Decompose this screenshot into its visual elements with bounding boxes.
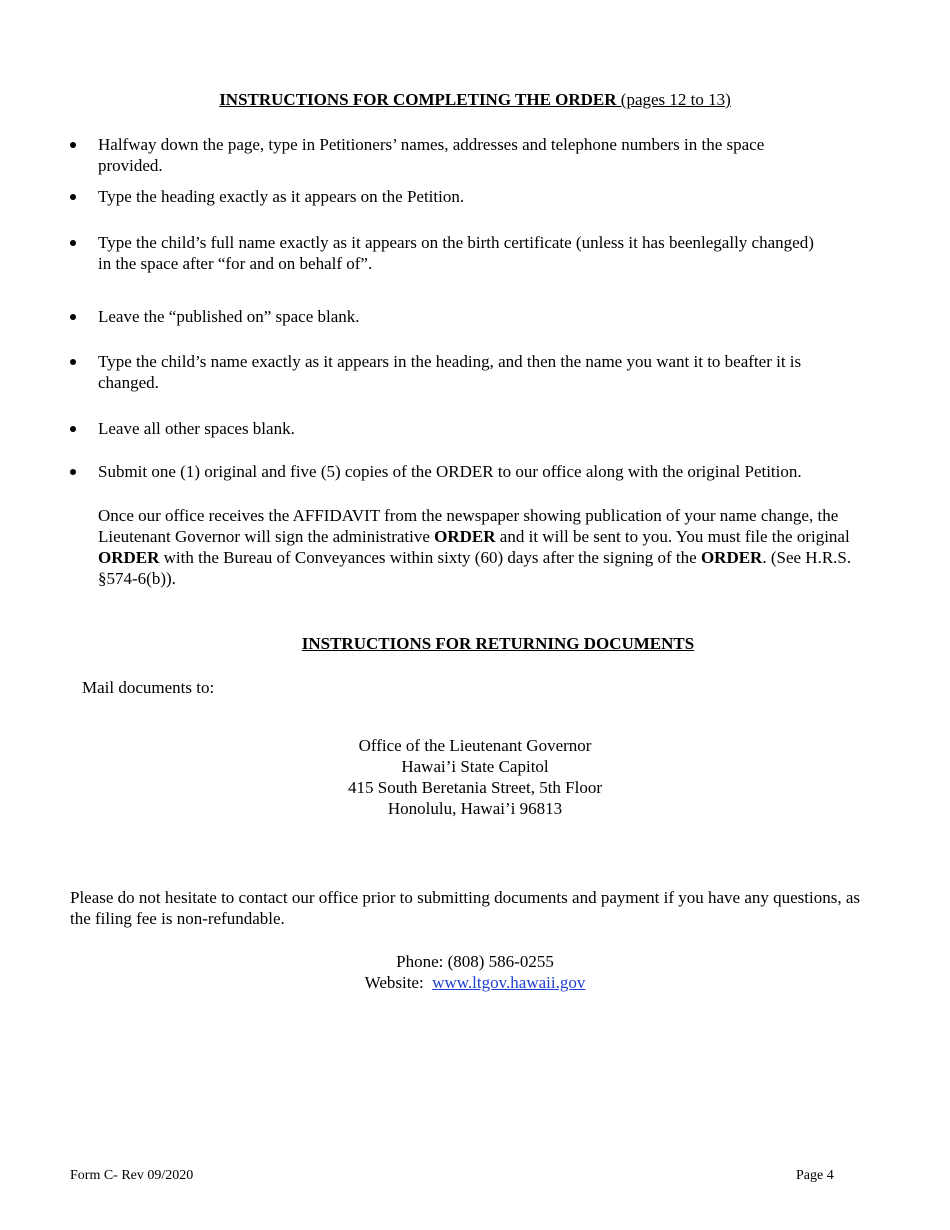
mail-label: Mail documents to:	[82, 678, 215, 697]
order-instructions-title: INSTRUCTIONS FOR COMPLETING THE ORDER (pages 12 to 13)	[219, 90, 731, 109]
address-line: Hawai’i State Capitol	[401, 757, 549, 776]
bullet-icon	[70, 142, 76, 148]
bullet-text: Submit one (1) original and five (5) copies of the ORDER to our office along with the original Petition.	[98, 462, 802, 481]
bullet-text: Type the heading exactly as it appears on the Petition.	[98, 187, 465, 206]
bullet-icon	[70, 426, 76, 432]
contact-details	[0, 951, 950, 993]
bullet-icon	[70, 469, 76, 475]
returning-instructions-heading	[0, 633, 950, 654]
order-emphasis: ORDER	[98, 548, 160, 567]
bullet-icon	[70, 314, 76, 320]
bullet-icon	[70, 240, 76, 246]
order-emphasis: ORDER	[700, 548, 763, 567]
order-instructions-heading	[0, 89, 950, 110]
note-text: with the Bureau of Conveyances within sixty (60) days after the signing of the	[159, 548, 701, 567]
website-line	[0, 972, 950, 993]
bullet-text: Type the child’s full name exactly as it appears on the birth certificate (unless it has beenlegally changed) in the space after “for and on behalf of”.	[98, 233, 814, 273]
note-text: . (See H.R.S. §574-6(b)).	[98, 548, 852, 588]
address-line: Office of the Lieutenant Governor	[358, 736, 592, 755]
phone-number: Phone: (808) 586-0255	[396, 952, 554, 971]
address-line: Honolulu, Hawai’i 96813	[387, 799, 563, 818]
form-revision: Form C- Rev 09/2020	[70, 1168, 194, 1183]
bullet-icon	[70, 359, 76, 365]
bullet-icon	[70, 194, 76, 200]
note-text: Once our office receives the AFFIDAVIT from the newspaper showing publication of your name change, the Lieutenant Governor will sign the administrative	[98, 506, 839, 546]
website-link[interactable]: www.ltgov.hawaii.gov	[432, 973, 586, 992]
website-label: Website:	[364, 973, 433, 992]
bullet-text: Halfway down the page, type in Petitioners’ names, addresses and telephone numbers in the space provided.	[98, 135, 765, 175]
mailing-address	[0, 735, 950, 819]
contact-paragraph: Please do not hesitate to contact our office prior to submitting documents and payment if you have any questions, as the filing fee is non-refundable.	[70, 888, 861, 928]
order-signing-note	[98, 505, 868, 589]
address-line: 415 South Beretania Street, 5th Floor	[347, 778, 603, 797]
page-number: Page 4	[796, 1168, 834, 1183]
returning-instructions-title: INSTRUCTIONS FOR RETURNING DOCUMENTS	[301, 634, 695, 653]
order-emphasis: ORDER	[434, 527, 496, 546]
bullet-text: Type the child’s name exactly as it appears in the heading, and then the name you want it to beafter it is changed.	[98, 352, 802, 392]
bullet-text: Leave all other spaces blank.	[98, 419, 295, 438]
note-text: and it will be sent to you. You must file the original	[495, 527, 850, 546]
order-instructions-pages: (pages 12 to 13)	[616, 90, 731, 109]
bullet-text: Leave the “published on” space blank.	[98, 307, 360, 326]
